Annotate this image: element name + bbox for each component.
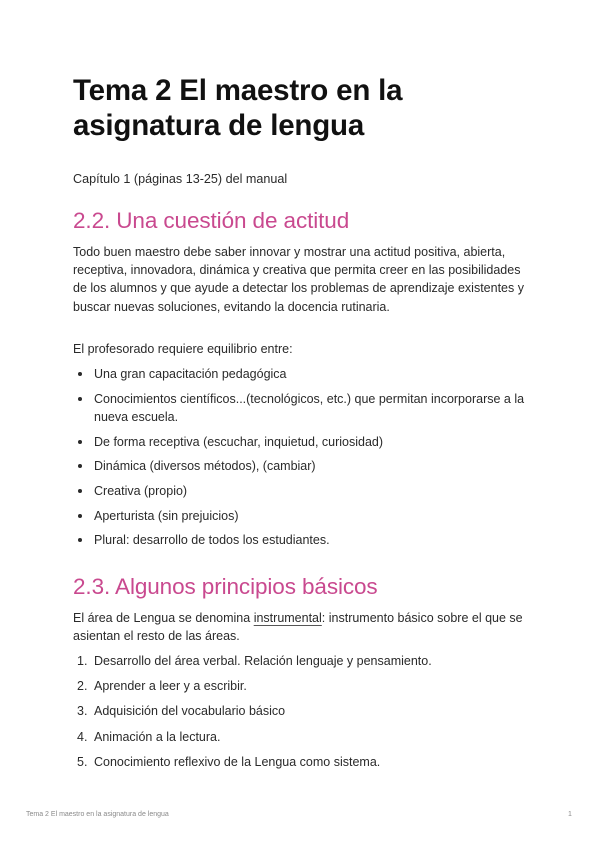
underlined-term: instrumental [253,611,322,625]
principles-list [73,652,535,771]
list-item: Plural: desarrollo de todos los estudiantes. [73,531,535,549]
bullet-icon [78,538,82,542]
page-number: 1 [568,811,572,818]
list-item: Conocimientos científicos...(tecnológicos, etc.) que permitan incorporarse a la nueva escuela. [73,390,535,426]
balance-intro: El profesorado requiere equilibrio entre: [73,342,293,356]
list-item: De forma receptiva (escuchar, inquietud, curiosidad) [73,433,535,451]
list-item: Dinámica (diversos métodos), (cambiar) [73,457,535,475]
list-item: 5. Conocimiento reflexivo de la Lengua como sistema. [77,754,381,769]
bullet-icon [78,440,82,444]
bullet-icon [78,397,82,401]
bullet-icon [78,372,82,376]
list-item: 3. Adquisición del vocabulario básico [77,704,286,719]
bullet-icon [78,464,82,468]
list-item: 4. Animación a la lectura. [77,729,221,744]
footer-title: Tema 2 El maestro en la asignatura de lengua [26,811,169,818]
instrumental-paragraph: El área de Lengua se denomina instrumental: instrumento básico sobre el que se asientan el resto de las áreas. [73,611,523,644]
list-item: Una gran capacitación pedagógica [73,365,535,383]
teacher-qualities-list [73,365,535,550]
page-title: Tema 2 El maestro en la asignatura de lengua [73,74,403,142]
list-item: 2. Aprender a leer y a escribir. [77,679,247,694]
list-item: 1. Desarrollo del área verbal. Relación lenguaje y pensamiento. [77,654,432,668]
bullet-icon [78,489,82,493]
section-heading-2-2: 2.2. Una cuestión de actitud [73,208,350,233]
list-item: Creativa (propio) [73,482,535,500]
bullet-icon [78,514,82,518]
chapter-reference: Capítulo 1 (páginas 13-25) del manual [73,172,288,186]
list-item: Aperturista (sin prejuicios) [73,507,535,525]
section-heading-2-3: 2.3. Algunos principios básicos [73,574,378,599]
attitude-paragraph: Todo buen maestro debe saber innovar y mostrar una actitud positiva, abierta, receptiva, innovadora, dinámica y creativa que permita creer en las posibilidades de los alumnos y que ayude a detectar los problemas de aprendizaje existentes y buscar nuevas soluciones, evitando la docencia rutinaria. [73,245,524,314]
